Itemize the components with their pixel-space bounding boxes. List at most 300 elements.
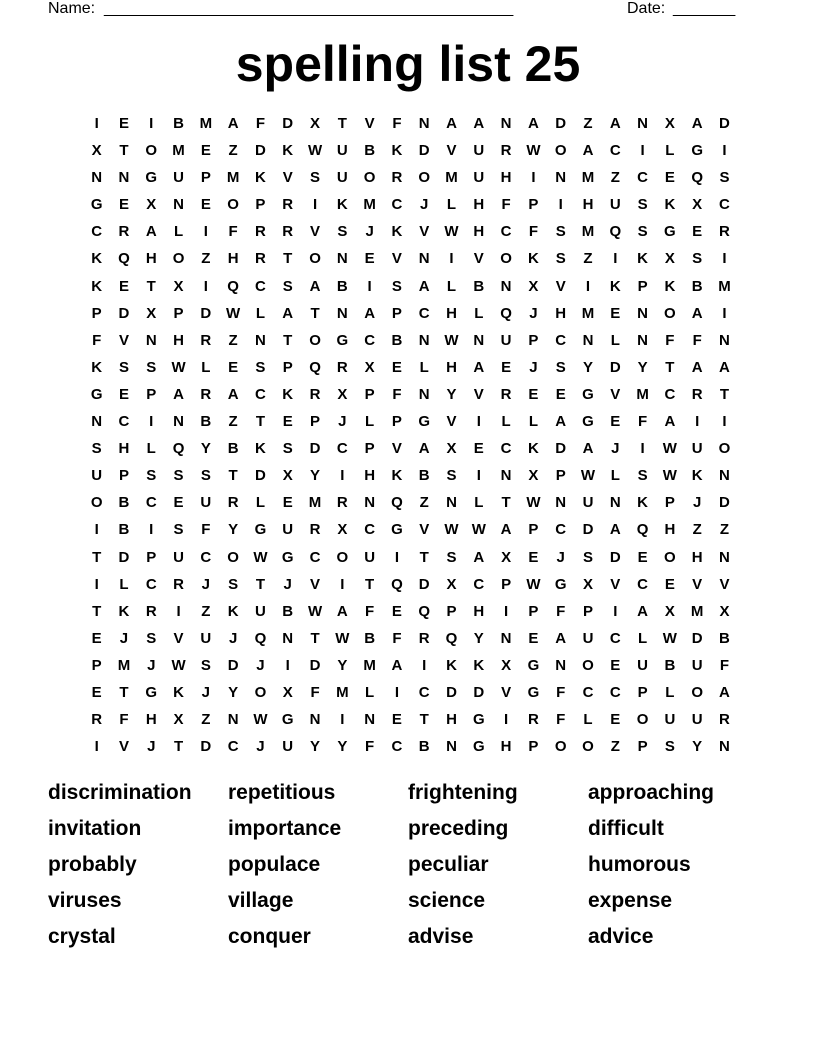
grid-letter[interactable]: X — [719, 602, 730, 620]
grid-letter[interactable]: M — [445, 169, 458, 187]
grid-letter[interactable]: L — [201, 358, 211, 376]
grid-letter[interactable]: I — [722, 413, 727, 431]
grid-letter[interactable]: I — [640, 440, 645, 458]
grid-letter[interactable]: N — [637, 115, 648, 132]
grid-letter[interactable]: I — [149, 115, 154, 132]
grid-letter[interactable]: E — [364, 250, 375, 268]
grid-letter[interactable]: P — [528, 196, 539, 214]
grid-letter[interactable]: A — [719, 358, 730, 376]
grid-letter[interactable]: C — [145, 494, 157, 512]
grid-letter[interactable]: H — [173, 331, 184, 349]
grid-letter[interactable]: R — [500, 142, 512, 160]
grid-letter[interactable]: I — [340, 467, 345, 485]
grid-letter[interactable]: P — [364, 440, 375, 458]
grid-letter[interactable]: M — [363, 196, 376, 214]
grid-letter[interactable]: O — [336, 548, 349, 566]
grid-letter[interactable]: J — [556, 548, 565, 566]
grid-letter[interactable]: R — [255, 250, 266, 268]
grid-letter[interactable]: Q — [391, 494, 403, 512]
grid-letter[interactable]: G — [90, 385, 103, 403]
grid-letter[interactable]: R — [336, 494, 348, 512]
grid-letter[interactable]: T — [419, 548, 429, 566]
grid-letter[interactable]: E — [610, 413, 621, 431]
grid-letter[interactable]: I — [94, 575, 99, 593]
grid-letter[interactable]: C — [118, 413, 130, 431]
grid-letter[interactable]: X — [173, 277, 184, 295]
grid-letter[interactable]: W — [662, 440, 677, 458]
grid-letter[interactable]: B — [173, 115, 184, 132]
grid-letter[interactable]: K — [91, 358, 103, 376]
grid-letter[interactable]: Y — [473, 629, 484, 647]
grid-letter[interactable]: C — [364, 331, 376, 349]
grid-letter[interactable]: E — [610, 656, 621, 674]
grid-letter[interactable]: S — [146, 358, 157, 376]
grid-letter[interactable]: T — [419, 711, 429, 729]
grid-letter[interactable]: H — [500, 169, 512, 187]
grid-letter[interactable]: B — [118, 494, 130, 512]
grid-letter[interactable]: R — [527, 711, 539, 729]
grid-letter[interactable]: A — [500, 521, 512, 539]
grid-letter[interactable]: O — [309, 331, 321, 349]
grid-letter[interactable]: K — [446, 656, 457, 674]
grid-letter[interactable]: S — [200, 656, 211, 674]
grid-letter[interactable]: I — [340, 575, 345, 593]
grid-letter[interactable]: L — [255, 494, 266, 512]
grid-letter[interactable]: N — [500, 115, 512, 132]
grid-letter[interactable]: S — [118, 358, 129, 376]
grid-letter[interactable]: Z — [201, 250, 211, 268]
grid-letter[interactable]: D — [309, 656, 321, 674]
grid-letter[interactable]: I — [422, 656, 427, 674]
grid-letter[interactable]: Z — [228, 413, 238, 431]
grid-letter[interactable]: Y — [228, 683, 239, 701]
grid-letter[interactable]: Z — [419, 494, 429, 512]
grid-letter[interactable]: X — [664, 115, 675, 132]
grid-letter[interactable]: C — [609, 629, 621, 647]
grid-letter[interactable]: B — [391, 331, 403, 349]
grid-letter[interactable]: Z — [228, 331, 238, 349]
grid-letter[interactable]: M — [581, 169, 595, 187]
grid-letter[interactable]: L — [119, 575, 129, 593]
grid-letter[interactable]: E — [610, 304, 621, 322]
grid-letter[interactable]: V — [719, 575, 730, 593]
grid-letter[interactable]: N — [719, 331, 730, 349]
grid-letter[interactable]: K — [664, 196, 676, 214]
grid-letter[interactable]: Z — [583, 250, 593, 268]
grid-letter[interactable]: Q — [118, 250, 130, 268]
grid-letter[interactable]: N — [446, 494, 457, 512]
grid-letter[interactable]: C — [637, 169, 648, 187]
grid-letter[interactable]: S — [637, 223, 648, 241]
grid-letter[interactable]: R — [418, 629, 430, 647]
grid-letter[interactable]: S — [146, 629, 157, 647]
grid-letter[interactable]: E — [118, 196, 129, 214]
grid-letter[interactable]: A — [227, 115, 239, 132]
grid-letter[interactable]: A — [691, 304, 703, 322]
grid-letter[interactable]: L — [638, 629, 648, 647]
grid-letter[interactable]: P — [391, 304, 402, 322]
grid-letter[interactable]: X — [337, 521, 348, 539]
grid-letter[interactable]: A — [336, 602, 348, 620]
grid-letter[interactable]: A — [719, 683, 730, 701]
grid-letter[interactable]: B — [664, 656, 676, 674]
grid-letter[interactable]: N — [282, 629, 294, 647]
grid-letter[interactable]: U — [255, 602, 266, 620]
grid-letter[interactable]: O — [582, 656, 594, 674]
grid-letter[interactable]: A — [609, 521, 621, 539]
grid-letter[interactable]: G — [472, 738, 485, 756]
grid-letter[interactable]: K — [255, 440, 266, 458]
grid-letter[interactable]: U — [473, 142, 485, 160]
grid-letter[interactable]: V — [173, 629, 184, 647]
grid-letter[interactable]: L — [146, 440, 156, 458]
grid-letter[interactable]: U — [691, 711, 703, 729]
grid-letter[interactable]: E — [228, 358, 239, 376]
grid-letter[interactable]: Y — [310, 467, 321, 485]
grid-letter[interactable]: E — [282, 413, 293, 431]
grid-letter[interactable]: C — [255, 277, 266, 295]
grid-letter[interactable]: N — [719, 738, 730, 756]
grid-letter[interactable]: A — [582, 142, 594, 160]
grid-letter[interactable]: L — [173, 223, 184, 241]
grid-letter[interactable]: D — [200, 304, 212, 322]
grid-letter[interactable]: Z — [201, 711, 211, 729]
grid-letter[interactable]: U — [637, 656, 648, 674]
grid-letter[interactable]: J — [147, 656, 156, 674]
grid-letter[interactable]: N — [637, 331, 648, 349]
grid-letter[interactable]: Q — [636, 521, 649, 539]
grid-letter[interactable]: V — [473, 250, 484, 268]
grid-letter[interactable]: J — [338, 413, 347, 431]
grid-letter[interactable]: H — [664, 521, 676, 539]
grid-letter[interactable]: P — [637, 683, 648, 701]
grid-letter[interactable]: W — [171, 656, 186, 674]
grid-letter[interactable]: V — [692, 575, 703, 593]
grid-letter[interactable]: B — [719, 629, 730, 647]
grid-letter[interactable]: H — [145, 711, 157, 729]
grid-letter[interactable]: D — [118, 548, 130, 566]
grid-letter[interactable]: T — [337, 115, 347, 132]
grid-letter[interactable]: W — [171, 358, 186, 376]
grid-letter[interactable]: P — [200, 169, 211, 187]
grid-letter[interactable]: I — [476, 413, 481, 431]
grid-letter[interactable]: V — [364, 115, 375, 132]
grid-letter[interactable]: G — [691, 142, 704, 160]
grid-letter[interactable]: G — [554, 575, 567, 593]
grid-letter[interactable]: P — [255, 196, 266, 214]
grid-letter[interactable]: O — [254, 683, 267, 701]
grid-letter[interactable]: Y — [637, 358, 648, 376]
grid-letter[interactable]: C — [418, 683, 430, 701]
grid-letter[interactable]: S — [637, 467, 648, 485]
grid-letter[interactable]: T — [255, 413, 266, 431]
grid-letter[interactable]: S — [146, 467, 157, 485]
grid-letter[interactable]: C — [145, 575, 157, 593]
grid-letter[interactable]: J — [611, 440, 620, 458]
grid-letter[interactable]: H — [582, 196, 594, 214]
grid-letter[interactable]: J — [201, 683, 210, 701]
grid-letter[interactable]: G — [418, 413, 431, 431]
grid-letter[interactable]: L — [501, 413, 511, 431]
grid-letter[interactable]: G — [145, 683, 158, 701]
grid-letter[interactable]: Z — [583, 115, 593, 132]
grid-letter[interactable]: N — [500, 467, 512, 485]
grid-letter[interactable]: I — [476, 467, 481, 485]
grid-letter[interactable]: J — [283, 575, 292, 593]
grid-letter[interactable]: N — [145, 331, 157, 349]
grid-letter[interactable]: P — [91, 656, 102, 674]
grid-letter[interactable]: N — [336, 250, 348, 268]
grid-letter[interactable]: P — [364, 385, 375, 403]
grid-letter[interactable]: R — [145, 602, 157, 620]
grid-letter[interactable]: E — [555, 385, 566, 403]
grid-letter[interactable]: Q — [609, 223, 622, 241]
grid-letter[interactable]: C — [309, 548, 321, 566]
grid-letter[interactable]: I — [312, 196, 318, 214]
grid-letter[interactable]: K — [473, 656, 485, 674]
grid-letter[interactable]: K — [664, 277, 676, 295]
grid-letter[interactable]: X — [446, 440, 457, 458]
grid-letter[interactable]: R — [336, 358, 348, 376]
grid-letter[interactable]: A — [473, 115, 485, 132]
grid-letter[interactable]: N — [582, 331, 594, 349]
grid-letter[interactable]: S — [91, 440, 102, 458]
grid-letter[interactable]: U — [336, 142, 348, 160]
grid-letter[interactable]: M — [690, 602, 704, 620]
grid-letter[interactable]: W — [526, 142, 541, 160]
grid-letter[interactable]: N — [719, 467, 730, 485]
grid-letter[interactable]: F — [201, 521, 211, 539]
grid-letter[interactable]: V — [391, 250, 402, 268]
grid-letter[interactable]: U — [173, 169, 184, 187]
grid-letter[interactable]: S — [255, 358, 266, 376]
grid-letter[interactable]: S — [173, 467, 184, 485]
grid-letter[interactable]: S — [446, 467, 457, 485]
grid-letter[interactable]: A — [637, 602, 648, 620]
grid-letter[interactable]: P — [501, 575, 512, 593]
grid-letter[interactable]: E — [664, 169, 675, 187]
grid-letter[interactable]: G — [254, 521, 267, 539]
grid-letter[interactable]: Q — [254, 629, 267, 647]
grid-letter[interactable]: L — [665, 683, 675, 701]
grid-letter[interactable]: A — [145, 223, 157, 241]
grid-letter[interactable]: M — [581, 304, 595, 322]
grid-letter[interactable]: J — [529, 304, 538, 322]
grid-letter[interactable]: C — [336, 440, 348, 458]
grid-letter[interactable]: I — [613, 602, 618, 620]
grid-letter[interactable]: Q — [445, 629, 458, 647]
grid-letter[interactable]: A — [473, 548, 485, 566]
grid-letter[interactable]: A — [227, 385, 239, 403]
grid-letter[interactable]: O — [227, 548, 239, 566]
grid-letter[interactable]: C — [91, 223, 103, 241]
grid-letter[interactable]: A — [664, 413, 676, 431]
grid-letter[interactable]: Q — [418, 602, 431, 620]
grid-letter[interactable]: L — [474, 494, 484, 512]
grid-letter[interactable]: H — [473, 223, 485, 241]
grid-letter[interactable]: K — [391, 142, 403, 160]
grid-letter[interactable]: D — [255, 142, 266, 160]
grid-letter[interactable]: L — [446, 277, 457, 295]
grid-letter[interactable]: T — [146, 277, 156, 295]
grid-letter[interactable]: Y — [582, 358, 593, 376]
grid-letter[interactable]: N — [336, 304, 348, 322]
grid-letter[interactable]: D — [200, 738, 212, 756]
grid-letter[interactable]: J — [147, 738, 156, 756]
grid-letter[interactable]: E — [692, 223, 703, 241]
grid-letter[interactable]: Y — [337, 738, 348, 756]
grid-letter[interactable]: G — [582, 385, 594, 403]
grid-letter[interactable]: T — [665, 358, 675, 376]
grid-letter[interactable]: Q — [391, 575, 403, 593]
grid-letter[interactable]: S — [228, 575, 239, 593]
grid-letter[interactable]: U — [173, 548, 184, 566]
grid-letter[interactable]: X — [446, 575, 457, 593]
grid-letter[interactable]: E — [501, 358, 512, 376]
grid-letter[interactable]: V — [310, 575, 321, 593]
grid-letter[interactable]: F — [392, 385, 402, 403]
grid-letter[interactable]: X — [91, 142, 102, 160]
grid-letter[interactable]: T — [501, 494, 511, 512]
grid-letter[interactable]: G — [664, 223, 676, 241]
grid-letter[interactable]: V — [446, 413, 457, 431]
grid-letter[interactable]: U — [691, 440, 703, 458]
grid-letter[interactable]: L — [665, 142, 675, 160]
grid-letter[interactable]: R — [500, 385, 512, 403]
grid-letter[interactable]: F — [310, 683, 320, 701]
grid-letter[interactable]: L — [610, 467, 620, 485]
grid-letter[interactable]: F — [255, 115, 266, 132]
grid-letter[interactable]: P — [528, 521, 539, 539]
grid-letter[interactable]: L — [365, 683, 375, 701]
grid-letter[interactable]: U — [364, 548, 376, 566]
grid-letter[interactable]: J — [256, 738, 265, 756]
grid-letter[interactable]: K — [255, 169, 266, 187]
grid-letter[interactable]: I — [558, 196, 563, 214]
grid-letter[interactable]: N — [500, 277, 512, 295]
grid-letter[interactable]: Q — [309, 358, 321, 376]
grid-letter[interactable]: N — [609, 494, 621, 512]
grid-letter[interactable]: V — [118, 738, 129, 756]
grid-letter[interactable]: A — [418, 440, 430, 458]
grid-letter[interactable]: I — [394, 683, 399, 701]
grid-letter[interactable]: N — [364, 711, 376, 729]
grid-letter[interactable]: M — [117, 656, 131, 674]
grid-letter[interactable]: M — [226, 169, 240, 187]
grid-letter[interactable]: O — [554, 738, 567, 756]
grid-letter[interactable]: T — [173, 738, 184, 756]
grid-letter[interactable]: U — [91, 467, 103, 485]
grid-letter[interactable]: A — [609, 115, 621, 132]
grid-letter[interactable]: I — [367, 277, 372, 295]
grid-letter[interactable]: M — [199, 115, 213, 132]
grid-letter[interactable]: C — [391, 738, 403, 756]
grid-letter[interactable]: D — [446, 683, 457, 701]
grid-letter[interactable]: E — [91, 683, 102, 701]
grid-letter[interactable]: K — [527, 250, 539, 268]
grid-letter[interactable]: D — [309, 440, 321, 458]
grid-letter[interactable]: S — [391, 277, 402, 295]
grid-letter[interactable]: C — [200, 548, 212, 566]
grid-letter[interactable]: J — [228, 629, 238, 647]
grid-letter[interactable]: N — [637, 304, 648, 322]
grid-letter[interactable]: I — [203, 277, 208, 295]
grid-letter[interactable]: S — [310, 169, 321, 187]
grid-letter[interactable]: B — [200, 413, 212, 431]
grid-letter[interactable]: J — [693, 494, 702, 512]
grid-letter[interactable]: H — [145, 250, 157, 268]
grid-letter[interactable]: T — [228, 467, 238, 485]
grid-letter[interactable]: H — [364, 467, 376, 485]
grid-letter[interactable]: Y — [200, 440, 211, 458]
grid-letter[interactable]: R — [719, 711, 730, 729]
grid-letter[interactable]: G — [527, 683, 540, 701]
grid-letter[interactable]: Z — [610, 169, 620, 187]
grid-letter[interactable]: B — [227, 440, 239, 458]
grid-letter[interactable]: Z — [692, 521, 702, 539]
grid-letter[interactable]: E — [173, 494, 184, 512]
grid-letter[interactable]: V — [610, 385, 621, 403]
grid-letter[interactable]: K — [609, 277, 621, 295]
grid-letter[interactable]: Q — [172, 440, 185, 458]
grid-letter[interactable]: F — [119, 711, 129, 729]
grid-letter[interactable]: U — [582, 494, 594, 512]
grid-letter[interactable]: B — [418, 467, 430, 485]
grid-letter[interactable]: O — [582, 738, 594, 756]
grid-letter[interactable]: O — [718, 440, 731, 458]
grid-letter[interactable]: R — [719, 223, 730, 241]
grid-letter[interactable]: S — [582, 548, 593, 566]
grid-letter[interactable]: D — [555, 115, 567, 132]
grid-letter[interactable]: U — [500, 331, 512, 349]
grid-letter[interactable]: D — [609, 548, 621, 566]
grid-letter[interactable]: S — [719, 169, 730, 187]
grid-letter[interactable]: X — [664, 250, 675, 268]
grid-letter[interactable]: H — [500, 738, 512, 756]
grid-letter[interactable]: X — [146, 304, 157, 322]
grid-letter[interactable]: I — [94, 738, 99, 756]
grid-letter[interactable]: D — [227, 656, 239, 674]
grid-letter[interactable]: C — [255, 385, 266, 403]
grid-letter[interactable]: W — [307, 142, 323, 160]
grid-letter[interactable]: N — [719, 548, 730, 566]
grid-letter[interactable]: U — [691, 656, 703, 674]
grid-letter[interactable]: E — [200, 142, 211, 160]
name-field-line[interactable]: ______________________________________________ — [104, 0, 514, 17]
grid-letter[interactable]: O — [664, 548, 676, 566]
grid-letter[interactable]: Y — [692, 738, 703, 756]
grid-letter[interactable]: G — [281, 548, 294, 566]
grid-letter[interactable]: T — [92, 602, 102, 620]
grid-letter[interactable]: N — [255, 331, 266, 349]
grid-letter[interactable]: M — [636, 385, 649, 403]
grid-letter[interactable]: N — [227, 711, 239, 729]
grid-letter[interactable]: C — [227, 738, 239, 756]
grid-letter[interactable]: V — [118, 331, 129, 349]
grid-letter[interactable]: G — [90, 196, 103, 214]
grid-letter[interactable]: G — [472, 711, 485, 729]
grid-letter[interactable]: H — [446, 304, 457, 322]
grid-letter[interactable]: V — [473, 385, 484, 403]
grid-letter[interactable]: F — [365, 602, 375, 620]
grid-letter[interactable]: R — [200, 385, 212, 403]
grid-letter[interactable]: U — [200, 494, 212, 512]
grid-letter[interactable]: E — [391, 358, 402, 376]
grid-letter[interactable]: S — [664, 738, 675, 756]
grid-letter[interactable]: B — [282, 602, 294, 620]
grid-letter[interactable]: Q — [500, 304, 512, 322]
grid-letter[interactable]: A — [691, 358, 703, 376]
